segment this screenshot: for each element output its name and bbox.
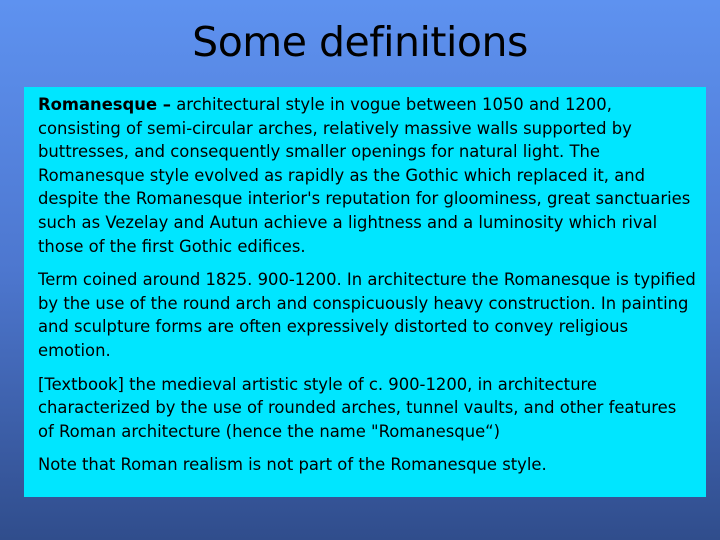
slide-title: Some definitions <box>192 18 528 66</box>
definition-romanesque <box>38 93 696 258</box>
definition-term-coined: Term coined around 1825. 900-1200. In architecture the Romanesque is typified by the use of the round arch and conspicuously heavy construction. In painting and sculpture forms are often expressively distorted to convey religious emotion. <box>38 270 696 360</box>
definition-term: Romanesque – <box>38 95 171 114</box>
definition-text: architectural style in vogue between 1050 and 1200, consisting of semi-circular arches, relatively massive walls supported by buttresses, and consequently smaller openings for natural light. The Romanesque style evolved as rapidly as the Gothic which replaced it, and despite the Romanesque interior's reputation for gloominess, great sanctuaries such as Vezelay and Autun achieve a lightness and a luminosity which rival those of the first Gothic edifices. <box>38 95 691 256</box>
definition-textbook: [Textbook] the medieval artistic style of c. 900-1200, in architecture characterized by the use of rounded arches, tunnel vaults, and other features of Roman architecture (hence the name "Romanesque“) <box>38 374 677 441</box>
definitions-box <box>24 87 706 497</box>
definition-note: Note that Roman realism is not part of the Romanesque style. <box>38 455 547 475</box>
